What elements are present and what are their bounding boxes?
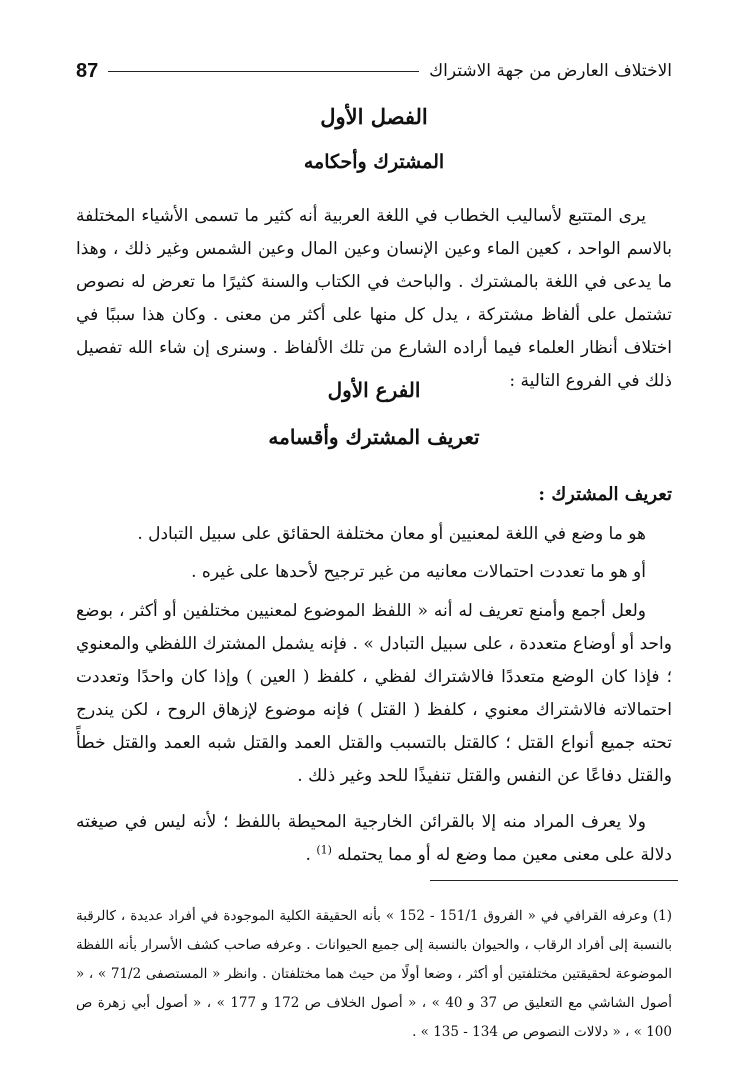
paragraph-4-end: .	[305, 845, 317, 865]
section-title: الفرع الأول	[327, 378, 421, 402]
paragraph-4-text: ولا يعرف المراد منه إلا بالقرائن الخارجية المحيطة باللفظ ؛ لأنه ليس في صيغته دلالة على معنى معين مما وضع له أو مما يحتمله	[76, 812, 672, 865]
page-number: 87	[76, 59, 99, 82]
header-rule	[108, 71, 419, 72]
definition-heading: تعريف المشترك :	[538, 484, 672, 505]
running-header-title: الاختلاف العارض من جهة الاشتراك	[429, 61, 672, 81]
paragraph-4	[76, 806, 672, 872]
intro-paragraph: يرى المتتبع لأساليب الخطاب في اللغة العربية أنه كثير ما تسمى الأشياء المختلفة بالاسم الواحد ، كعين الماء وعين الإنسان وعين المال وعين الشمس وغير ذلك ، وهذا ما يدعى في اللغة بالمشترك . والباحث في الكتاب والسنة كثيرًا ما تعرض له نصوص تشتمل على ألفاظ مشتركة ، يدل كل منها على أكثر من معنى . وكان هذا سببًا في اختلاف أنظار العلماء فيما أراده الشارع من تلك الألفاظ . وسنرى إن شاء الله تفصيل ذلك في الفروع التالية :	[76, 206, 672, 391]
running-header	[76, 56, 672, 86]
footnote-separator	[430, 880, 678, 881]
footnote-reference: (1)	[316, 843, 332, 857]
definition-2: أو هو ما تعددت احتمالات معانيه من غير ترجيح لأحدها على غيره .	[191, 562, 646, 582]
footnote: (1) وعرفه القرافي في « الفروق 151/1 - 152 » بأنه الحقيقة الكلية الموجودة في أفراد عديدة ، كالرقبة بالنسبة إلى أفراد الرقاب ، والحيوان بالنسبة إلى جميع الحيوانات . وعرفه صاحب كشف الأسرار بأنه اللفظة الموضوعة لحقيقتين مختلفتين أو أكثر ، وضعا أولًا من حيث هما مختلفتان . وانظر « المستصفى 71/2 » ، « أصول الشاشي مع التعليق ص 37 و 40 » ، « أصول الخلاف ص 172 و 177 » ، « أصول أبي زهرة ص 100 » ، « دلالات النصوص ص 134 - 135 » .	[76, 908, 673, 1040]
section-subtitle: تعريف المشترك وأقسامه	[268, 425, 480, 449]
chapter-title: الفصل الأول	[320, 104, 428, 129]
chapter-subtitle: المشترك وأحكامه	[303, 151, 445, 173]
definition-1: هو ما وضع في اللغة لمعنيين أو معان مختلفة الحقائق على سبيل التبادل .	[137, 524, 646, 544]
paragraph-3: ولعل أجمع وأمنع تعريف له أنه « اللفظ الموضوع لمعنيين مختلفين أو أكثر ، بوضع واحد أو أوضاع متعددة ، على سبيل التبادل » . فإنه يشمل المشترك اللفظي والمعنوي ؛ فإذا كان الوضع متعددًا فالاشتراك لفظي ، كلفظ ( العين ) وإذا كان واحدًا وتعددت احتمالاته فالاشتراك معنوي ، كلفظ ( القتل ) فإنه موضوع لإزهاق الروح ، لكن يندرج تحته جميع أنواع القتل ؛ كالقتل بالتسبب والقتل العمد والقتل شبه العمد والقتل خطأً والقتل دفاعًا عن النفس والقتل تنفيذًا للحد وغير ذلك .	[76, 601, 672, 786]
